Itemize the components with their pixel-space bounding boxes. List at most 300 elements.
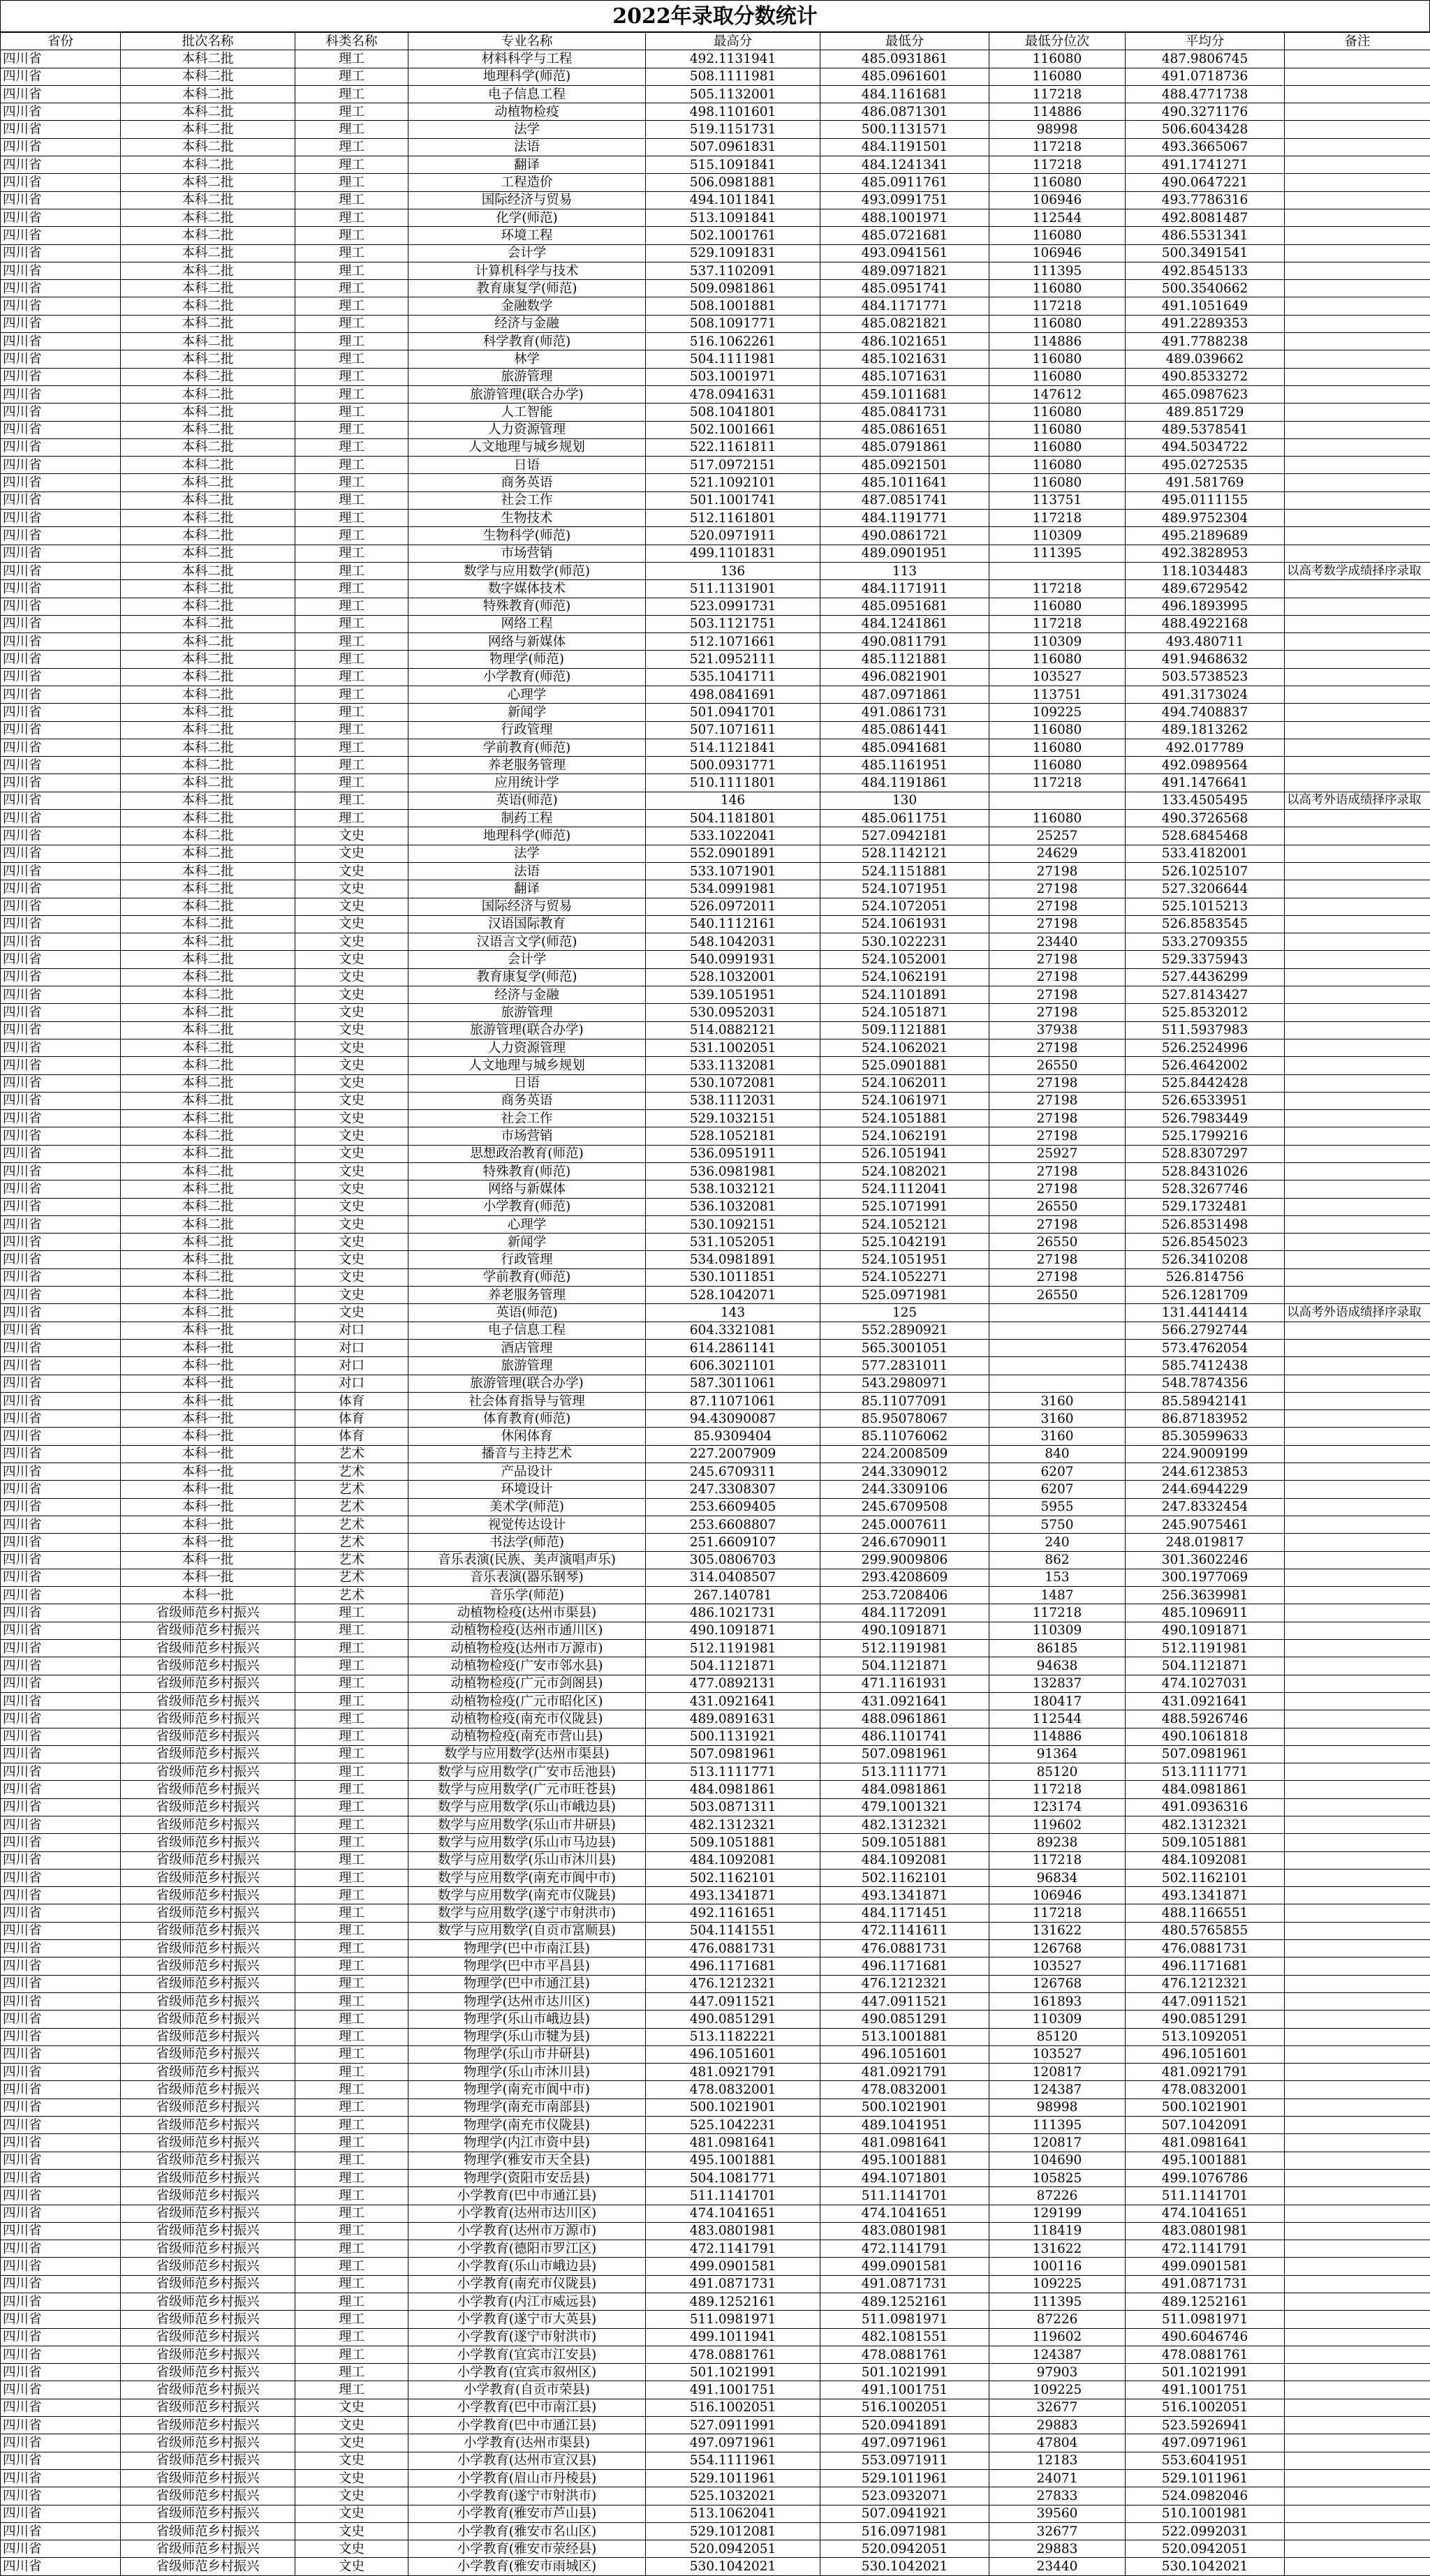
min-score-cell: 490.1091871 bbox=[820, 1622, 989, 1639]
max-score-cell: 506.0981881 bbox=[646, 174, 820, 191]
table-row bbox=[1, 2328, 1430, 2346]
batch-cell: 本科二批 bbox=[121, 651, 295, 668]
note-cell bbox=[1285, 757, 1430, 774]
note-cell bbox=[1285, 474, 1430, 491]
max-score-cell: 477.0892131 bbox=[646, 1675, 820, 1692]
min-score-cell: 530.1042021 bbox=[820, 2558, 989, 2575]
province-cell: 四川省 bbox=[1, 2364, 121, 2381]
batch-cell: 本科二批 bbox=[121, 1287, 295, 1304]
note-cell bbox=[1285, 845, 1430, 862]
max-score-cell: 489.0891631 bbox=[646, 1710, 820, 1728]
table-row bbox=[1, 668, 1430, 686]
table-row bbox=[1, 1640, 1430, 1657]
avg-score-cell: 496.1171681 bbox=[1126, 1957, 1285, 1975]
major-cell: 休闲体育 bbox=[408, 1428, 646, 1445]
category-cell: 对口 bbox=[295, 1357, 408, 1375]
province-cell: 四川省 bbox=[1, 2064, 121, 2081]
min-score-cell: 485.1071631 bbox=[820, 368, 989, 385]
note-cell bbox=[1285, 1057, 1430, 1074]
min-score-cell: 245.6709508 bbox=[820, 1498, 989, 1516]
table-row bbox=[1, 968, 1430, 986]
max-score-cell: 253.6608807 bbox=[646, 1516, 820, 1533]
min-rank-cell: 114886 bbox=[989, 1728, 1126, 1745]
min-rank-cell: 27198 bbox=[989, 1268, 1126, 1286]
batch-cell: 本科二批 bbox=[121, 757, 295, 774]
table-row bbox=[1, 757, 1430, 774]
batch-cell: 本科二批 bbox=[121, 1215, 295, 1233]
avg-score-cell: 495.2189689 bbox=[1126, 527, 1285, 545]
major-cell: 动植物检疫(南充市仪陇县) bbox=[408, 1710, 646, 1728]
major-cell: 小学教育(眉山市丹棱县) bbox=[408, 2469, 646, 2487]
category-cell: 理工 bbox=[295, 2364, 408, 2381]
max-score-cell: 481.0921791 bbox=[646, 2064, 820, 2081]
table-row bbox=[1, 2028, 1430, 2045]
note-cell bbox=[1285, 1816, 1430, 1833]
avg-score-cell: 474.1041651 bbox=[1126, 2205, 1285, 2222]
avg-score-cell: 529.3375943 bbox=[1126, 951, 1285, 968]
min-rank-cell: 161893 bbox=[989, 1992, 1126, 2010]
table-row bbox=[1, 2452, 1430, 2469]
avg-score-cell: 511.0981971 bbox=[1126, 2311, 1285, 2328]
batch-cell: 本科一批 bbox=[121, 1339, 295, 1356]
min-rank-cell: 103527 bbox=[989, 2045, 1126, 2063]
note-cell bbox=[1285, 1039, 1430, 1056]
table-row bbox=[1, 2275, 1430, 2293]
province-cell: 四川省 bbox=[1, 1074, 121, 1092]
major-cell: 物理学(南充市阆中市) bbox=[408, 2081, 646, 2098]
max-score-cell: 507.1071611 bbox=[646, 721, 820, 739]
avg-score-cell: 491.0718736 bbox=[1126, 68, 1285, 85]
max-score-cell: 431.0921641 bbox=[646, 1692, 820, 1710]
major-cell: 小学教育(达州市万源市) bbox=[408, 2222, 646, 2240]
max-score-cell: 227.2007909 bbox=[646, 1445, 820, 1463]
max-score-cell: 536.1032081 bbox=[646, 1198, 820, 1215]
province-cell: 四川省 bbox=[1, 1904, 121, 1922]
province-cell: 四川省 bbox=[1, 986, 121, 1004]
note-cell bbox=[1285, 1004, 1430, 1021]
avg-score-cell: 495.0272535 bbox=[1126, 457, 1285, 474]
min-score-cell: 485.1011641 bbox=[820, 474, 989, 491]
max-score-cell: 511.1141701 bbox=[646, 2187, 820, 2205]
province-cell: 四川省 bbox=[1, 1268, 121, 1286]
batch-cell: 本科二批 bbox=[121, 491, 295, 509]
max-score-cell: 523.0991731 bbox=[646, 598, 820, 615]
min-rank-cell: 27198 bbox=[989, 1163, 1126, 1180]
category-cell: 文史 bbox=[295, 2452, 408, 2469]
major-cell: 汉语言文学(师范) bbox=[408, 933, 646, 951]
province-cell: 四川省 bbox=[1, 615, 121, 632]
max-score-cell: 507.0961831 bbox=[646, 138, 820, 156]
major-cell: 物理学(巴中市平昌县) bbox=[408, 1957, 646, 1975]
min-rank-cell: 117218 bbox=[989, 1851, 1126, 1869]
major-cell: 社会工作 bbox=[408, 491, 646, 509]
max-score-cell: 314.0408507 bbox=[646, 1569, 820, 1586]
avg-score-cell: 245.9075461 bbox=[1126, 1516, 1285, 1533]
major-cell: 旅游管理(联合办学) bbox=[408, 1021, 646, 1039]
min-rank-cell: 94638 bbox=[989, 1657, 1126, 1675]
note-cell bbox=[1285, 862, 1430, 880]
min-score-cell: 501.1021991 bbox=[820, 2364, 989, 2381]
min-rank-cell: 27198 bbox=[989, 1092, 1126, 1109]
province-cell: 四川省 bbox=[1, 1021, 121, 1039]
batch-cell: 本科二批 bbox=[121, 915, 295, 933]
avg-score-cell: 566.2792744 bbox=[1126, 1322, 1285, 1339]
major-cell: 电子信息工程 bbox=[408, 85, 646, 103]
batch-cell: 本科二批 bbox=[121, 1198, 295, 1215]
major-cell: 小学教育(达州市宣汉县) bbox=[408, 2452, 646, 2469]
header-row bbox=[1, 33, 1430, 50]
province-cell: 四川省 bbox=[1, 1710, 121, 1728]
province-cell: 四川省 bbox=[1, 1781, 121, 1798]
max-score-cell: 537.1102091 bbox=[646, 262, 820, 279]
min-score-cell: 524.1062011 bbox=[820, 1074, 989, 1092]
avg-score-cell: 491.1741271 bbox=[1126, 156, 1285, 174]
major-cell: 数学与应用数学(广安市岳池县) bbox=[408, 1763, 646, 1781]
major-cell: 物理学(巴中市通江县) bbox=[408, 1975, 646, 1992]
avg-score-cell: 512.1191981 bbox=[1126, 1640, 1285, 1657]
min-rank-cell: 98998 bbox=[989, 2098, 1126, 2116]
min-score-cell: 485.0791861 bbox=[820, 438, 989, 456]
max-score-cell: 525.1042231 bbox=[646, 2117, 820, 2134]
avg-score-cell: 248.019817 bbox=[1126, 1534, 1285, 1551]
avg-score-cell: 513.1111771 bbox=[1126, 1763, 1285, 1781]
batch-cell: 省级师范乡村振兴 bbox=[121, 1745, 295, 1763]
category-cell: 理工 bbox=[295, 333, 408, 350]
major-cell: 人力资源管理 bbox=[408, 1039, 646, 1056]
avg-score-cell: 513.1092051 bbox=[1126, 2028, 1285, 2045]
avg-score-cell: 486.5531341 bbox=[1126, 227, 1285, 244]
batch-cell: 本科一批 bbox=[121, 1410, 295, 1428]
max-score-cell: 508.1041801 bbox=[646, 404, 820, 421]
max-score-cell: 513.1062041 bbox=[646, 2505, 820, 2522]
table-row bbox=[1, 1215, 1430, 1233]
province-cell: 四川省 bbox=[1, 1375, 121, 1392]
major-cell: 学前教育(师范) bbox=[408, 1268, 646, 1286]
max-score-cell: 502.1001761 bbox=[646, 227, 820, 244]
avg-score-cell: 474.1027031 bbox=[1126, 1675, 1285, 1692]
note-cell bbox=[1285, 1992, 1430, 2010]
min-rank-cell: 27198 bbox=[989, 1110, 1126, 1127]
batch-cell: 本科二批 bbox=[121, 385, 295, 403]
min-rank-cell: 126768 bbox=[989, 1975, 1126, 1992]
min-score-cell: 484.1171771 bbox=[820, 297, 989, 315]
batch-cell: 本科一批 bbox=[121, 1498, 295, 1516]
note-cell bbox=[1285, 898, 1430, 915]
note-cell bbox=[1285, 368, 1430, 385]
avg-score-cell: 85.58942141 bbox=[1126, 1392, 1285, 1409]
table-row bbox=[1, 1816, 1430, 1833]
province-cell: 四川省 bbox=[1, 491, 121, 509]
avg-score-cell: 525.8532012 bbox=[1126, 1004, 1285, 1021]
max-score-cell: 495.1001881 bbox=[646, 2152, 820, 2169]
major-cell: 美术学(师范) bbox=[408, 1498, 646, 1516]
note-cell bbox=[1285, 2558, 1430, 2575]
avg-score-cell: 509.1051881 bbox=[1126, 1834, 1285, 1851]
max-score-cell: 492.1131941 bbox=[646, 50, 820, 68]
table-row bbox=[1, 491, 1430, 509]
category-cell: 文史 bbox=[295, 1004, 408, 1021]
province-cell: 四川省 bbox=[1, 1675, 121, 1692]
note-cell bbox=[1285, 121, 1430, 138]
note-cell bbox=[1285, 1463, 1430, 1481]
table-row bbox=[1, 1463, 1430, 1481]
major-cell: 数学与应用数学(乐山市井研县) bbox=[408, 1816, 646, 1833]
category-cell: 理工 bbox=[295, 103, 408, 121]
min-score-cell: 524.1072051 bbox=[820, 898, 989, 915]
category-cell: 艺术 bbox=[295, 1551, 408, 1569]
min-score-cell: 485.0911761 bbox=[820, 174, 989, 191]
category-cell: 文史 bbox=[295, 2399, 408, 2416]
note-cell bbox=[1285, 2187, 1430, 2205]
min-score-cell: 491.0871731 bbox=[820, 2275, 989, 2293]
avg-score-cell: 530.1042021 bbox=[1126, 2558, 1285, 2575]
province-cell: 四川省 bbox=[1, 792, 121, 809]
batch-cell: 省级师范乡村振兴 bbox=[121, 2117, 295, 2134]
category-cell: 理工 bbox=[295, 1922, 408, 1939]
province-cell: 四川省 bbox=[1, 2469, 121, 2487]
table-row bbox=[1, 1604, 1430, 1622]
avg-score-cell: 496.1893995 bbox=[1126, 598, 1285, 615]
batch-cell: 本科二批 bbox=[121, 368, 295, 385]
min-rank-cell: 103527 bbox=[989, 668, 1126, 686]
category-cell: 理工 bbox=[295, 510, 408, 527]
min-rank-cell: 27198 bbox=[989, 1074, 1126, 1092]
min-score-cell: 125 bbox=[820, 1304, 989, 1322]
min-rank-cell: 116080 bbox=[989, 227, 1126, 244]
min-score-cell: 524.1082021 bbox=[820, 1163, 989, 1180]
category-cell: 文史 bbox=[295, 2505, 408, 2522]
min-score-cell: 478.0832001 bbox=[820, 2081, 989, 2098]
min-rank-cell: 153 bbox=[989, 1569, 1126, 1586]
note-cell bbox=[1285, 2328, 1430, 2346]
batch-cell: 省级师范乡村振兴 bbox=[121, 2417, 295, 2434]
note-cell bbox=[1285, 191, 1430, 209]
major-cell: 小学教育(遂宁市射洪市) bbox=[408, 2328, 646, 2346]
major-cell: 环境设计 bbox=[408, 1481, 646, 1498]
min-rank-cell: 131622 bbox=[989, 1922, 1126, 1939]
max-score-cell: 529.1032151 bbox=[646, 1110, 820, 1127]
province-cell: 四川省 bbox=[1, 191, 121, 209]
province-cell: 四川省 bbox=[1, 2258, 121, 2275]
province-cell: 四川省 bbox=[1, 2134, 121, 2152]
min-score-cell: 553.0971911 bbox=[820, 2452, 989, 2469]
min-score-cell: 489.1041951 bbox=[820, 2117, 989, 2134]
category-cell: 理工 bbox=[295, 385, 408, 403]
min-rank-cell: 116080 bbox=[989, 739, 1126, 756]
min-score-cell: 484.1092081 bbox=[820, 1851, 989, 1869]
note-cell bbox=[1285, 2045, 1430, 2063]
max-score-cell: 478.0832001 bbox=[646, 2081, 820, 2098]
avg-score-cell: 525.8442428 bbox=[1126, 1074, 1285, 1092]
major-cell: 小学教育(内江市威远县) bbox=[408, 2293, 646, 2311]
max-score-cell: 515.1091841 bbox=[646, 156, 820, 174]
min-rank-cell: 27198 bbox=[989, 915, 1126, 933]
major-cell: 英语(师范) bbox=[408, 1304, 646, 1322]
province-cell: 四川省 bbox=[1, 1304, 121, 1322]
batch-cell: 本科二批 bbox=[121, 1039, 295, 1056]
table-row bbox=[1, 898, 1430, 915]
category-cell: 理工 bbox=[295, 1781, 408, 1798]
min-rank-cell: 180417 bbox=[989, 1692, 1126, 1710]
min-score-cell: 244.3309106 bbox=[820, 1481, 989, 1498]
note-cell bbox=[1285, 915, 1430, 933]
major-cell: 林学 bbox=[408, 350, 646, 368]
province-cell: 四川省 bbox=[1, 1851, 121, 1869]
note-cell bbox=[1285, 1357, 1430, 1375]
category-cell: 理工 bbox=[295, 2134, 408, 2152]
avg-score-cell: 493.7786316 bbox=[1126, 191, 1285, 209]
batch-cell: 省级师范乡村振兴 bbox=[121, 2311, 295, 2328]
avg-score-cell: 85.30599633 bbox=[1126, 1428, 1285, 1445]
min-score-cell: 520.0941891 bbox=[820, 2417, 989, 2434]
min-rank-cell: 120817 bbox=[989, 2134, 1126, 2152]
province-cell: 四川省 bbox=[1, 138, 121, 156]
table-row bbox=[1, 1163, 1430, 1180]
max-score-cell: 447.0911521 bbox=[646, 1992, 820, 2010]
major-cell: 法学 bbox=[408, 845, 646, 862]
batch-cell: 省级师范乡村振兴 bbox=[121, 1940, 295, 1957]
min-score-cell: 486.1101741 bbox=[820, 1728, 989, 1745]
max-score-cell: 94.43090087 bbox=[646, 1410, 820, 1428]
province-cell: 四川省 bbox=[1, 1798, 121, 1816]
avg-score-cell: 526.1281709 bbox=[1126, 1287, 1285, 1304]
batch-cell: 本科二批 bbox=[121, 986, 295, 1004]
table-row bbox=[1, 174, 1430, 191]
max-score-cell: 604.3321081 bbox=[646, 1322, 820, 1339]
batch-cell: 本科二批 bbox=[121, 404, 295, 421]
category-cell: 理工 bbox=[295, 1992, 408, 2010]
batch-cell: 省级师范乡村振兴 bbox=[121, 2505, 295, 2522]
category-cell: 文史 bbox=[295, 951, 408, 968]
min-score-cell: 485.0721681 bbox=[820, 227, 989, 244]
category-cell: 理工 bbox=[295, 297, 408, 315]
table-row bbox=[1, 438, 1430, 456]
batch-cell: 本科二批 bbox=[121, 350, 295, 368]
avg-score-cell: 118.1034483 bbox=[1126, 562, 1285, 579]
batch-cell: 本科二批 bbox=[121, 227, 295, 244]
max-score-cell: 534.0981891 bbox=[646, 1251, 820, 1268]
province-cell: 四川省 bbox=[1, 457, 121, 474]
province-cell: 四川省 bbox=[1, 757, 121, 774]
category-cell: 文史 bbox=[295, 2434, 408, 2452]
major-cell: 会计学 bbox=[408, 951, 646, 968]
note-cell bbox=[1285, 810, 1430, 827]
table-row bbox=[1, 1728, 1430, 1745]
province-cell: 四川省 bbox=[1, 562, 121, 579]
batch-cell: 省级师范乡村振兴 bbox=[121, 2045, 295, 2063]
table-row bbox=[1, 244, 1430, 262]
batch-cell: 省级师范乡村振兴 bbox=[121, 1957, 295, 1975]
category-cell: 理工 bbox=[295, 174, 408, 191]
table-row bbox=[1, 1587, 1430, 1604]
note-cell bbox=[1285, 2117, 1430, 2134]
major-cell: 养老服务管理 bbox=[408, 1287, 646, 1304]
avg-score-cell: 497.0971961 bbox=[1126, 2434, 1285, 2452]
batch-cell: 本科二批 bbox=[121, 1268, 295, 1286]
province-cell: 四川省 bbox=[1, 686, 121, 703]
category-cell: 理工 bbox=[295, 598, 408, 615]
min-rank-cell: 6207 bbox=[989, 1481, 1126, 1498]
major-cell: 行政管理 bbox=[408, 1251, 646, 1268]
avg-score-cell: 488.4771738 bbox=[1126, 85, 1285, 103]
min-rank-cell: 132837 bbox=[989, 1675, 1126, 1692]
min-score-cell: 478.0881761 bbox=[820, 2346, 989, 2363]
min-score-cell: 524.1051871 bbox=[820, 1004, 989, 1021]
category-cell: 文史 bbox=[295, 1251, 408, 1268]
note-cell bbox=[1285, 1798, 1430, 1816]
min-score-cell: 543.2980971 bbox=[820, 1375, 989, 1392]
batch-cell: 省级师范乡村振兴 bbox=[121, 2434, 295, 2452]
note-cell bbox=[1285, 1428, 1430, 1445]
note-cell bbox=[1285, 457, 1430, 474]
note-cell bbox=[1285, 2505, 1430, 2522]
table-row bbox=[1, 138, 1430, 156]
batch-cell: 省级师范乡村振兴 bbox=[121, 1657, 295, 1675]
category-cell: 理工 bbox=[295, 156, 408, 174]
note-cell bbox=[1285, 2222, 1430, 2240]
major-cell: 计算机科学与技术 bbox=[408, 262, 646, 279]
table-row bbox=[1, 1198, 1430, 1215]
batch-cell: 省级师范乡村振兴 bbox=[121, 2540, 295, 2558]
batch-cell: 本科二批 bbox=[121, 527, 295, 545]
category-cell: 对口 bbox=[295, 1339, 408, 1356]
avg-score-cell: 502.1162101 bbox=[1126, 1869, 1285, 1886]
batch-cell: 本科二批 bbox=[121, 474, 295, 491]
max-score-cell: 511.0981971 bbox=[646, 2311, 820, 2328]
max-score-cell: 478.0881761 bbox=[646, 2346, 820, 2363]
min-rank-cell: 87226 bbox=[989, 2187, 1126, 2205]
major-cell: 人工智能 bbox=[408, 404, 646, 421]
batch-cell: 本科二批 bbox=[121, 103, 295, 121]
category-cell: 文史 bbox=[295, 1180, 408, 1198]
batch-cell: 本科二批 bbox=[121, 209, 295, 226]
min-score-cell: 485.0941681 bbox=[820, 739, 989, 756]
province-cell: 四川省 bbox=[1, 1163, 121, 1180]
batch-cell: 省级师范乡村振兴 bbox=[121, 2258, 295, 2275]
min-score-cell: 490.0851291 bbox=[820, 2011, 989, 2028]
max-score-cell: 504.1111981 bbox=[646, 350, 820, 368]
header-cell: 最低分位次 bbox=[989, 33, 1126, 50]
major-cell: 材料科学与工程 bbox=[408, 50, 646, 68]
major-cell: 地理科学(师范) bbox=[408, 68, 646, 85]
min-rank-cell: 110309 bbox=[989, 633, 1126, 651]
note-cell bbox=[1285, 1851, 1430, 1869]
max-score-cell: 482.1312321 bbox=[646, 1816, 820, 1833]
min-rank-cell: 25927 bbox=[989, 1145, 1126, 1162]
batch-cell: 本科一批 bbox=[121, 1534, 295, 1551]
note-cell bbox=[1285, 1604, 1430, 1622]
min-score-cell: 525.0901881 bbox=[820, 1057, 989, 1074]
min-score-cell: 474.1041651 bbox=[820, 2205, 989, 2222]
min-score-cell: 525.1042191 bbox=[820, 1234, 989, 1251]
category-cell: 艺术 bbox=[295, 1569, 408, 1586]
major-cell: 书法学(师范) bbox=[408, 1534, 646, 1551]
avg-score-cell: 488.4922168 bbox=[1126, 615, 1285, 632]
table-row bbox=[1, 1851, 1430, 1869]
note-cell bbox=[1285, 880, 1430, 898]
major-cell: 数学与应用数学(达州市渠县) bbox=[408, 1745, 646, 1763]
note-cell bbox=[1285, 350, 1430, 368]
batch-cell: 省级师范乡村振兴 bbox=[121, 2469, 295, 2487]
min-rank-cell: 114886 bbox=[989, 333, 1126, 350]
category-cell: 理工 bbox=[295, 2064, 408, 2081]
min-score-cell: 512.1191981 bbox=[820, 1640, 989, 1657]
min-rank-cell: 12183 bbox=[989, 2452, 1126, 2469]
province-cell: 四川省 bbox=[1, 1692, 121, 1710]
batch-cell: 省级师范乡村振兴 bbox=[121, 1640, 295, 1657]
min-rank-cell: 116080 bbox=[989, 757, 1126, 774]
major-cell: 环境工程 bbox=[408, 227, 646, 244]
